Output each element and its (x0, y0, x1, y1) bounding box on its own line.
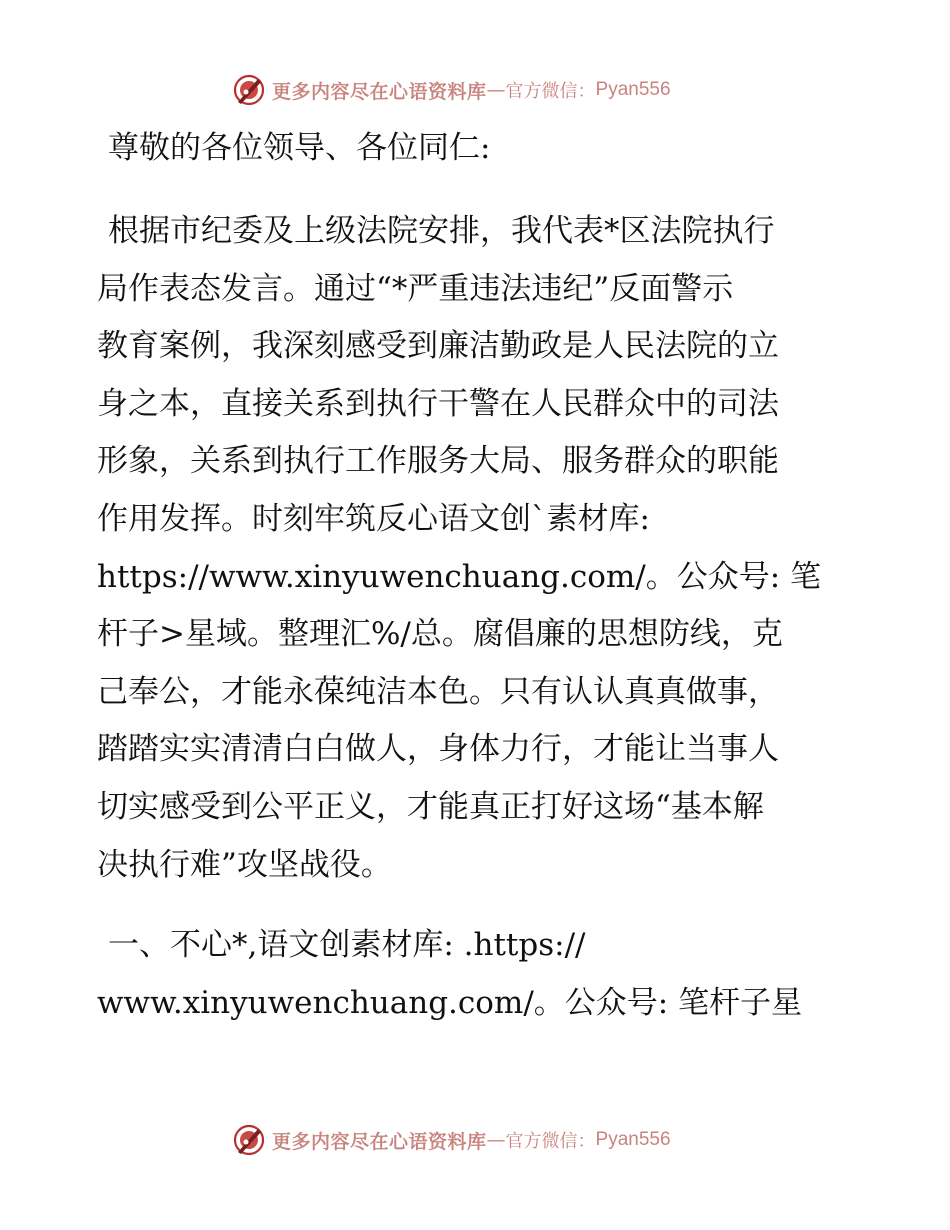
banner-wechat-label: 官方微信： (505, 81, 596, 102)
paragraph-line: 切实感受到公平正义，才能真正打好这场“基本解 (97, 788, 764, 825)
footer-banner (232, 1120, 752, 1160)
paragraph-line: 杆子>星域。整理汇%/总。腐倡廉的思想防线，克 (97, 616, 783, 653)
paragraph-line: 己奉公，才能永葆纯洁本色。只有认认真真做事， (97, 673, 779, 710)
banner-title: 更多内容尽在心语资料库 (272, 1130, 487, 1153)
paragraph-line: 一、不心*,语文创素材库: .https:// (108, 927, 586, 963)
paragraph-line: 教育案例，我深刻感受到廉洁勤政是人民法院的立 (97, 328, 779, 365)
paragraph-line: https://www.xinyuwenchuang.com/。公众号: 笔 (97, 558, 822, 595)
paragraph-2 (97, 917, 857, 1032)
paragraph-line: 作用发挥。时刻牢筑反心语文创`素材库: (97, 500, 650, 537)
quill-seal-logo-icon (232, 73, 266, 107)
banner-title: 更多内容尽在心语资料库 (272, 80, 487, 103)
paragraph-line: 身之本，直接关系到执行干警在人民群众中的司法 (97, 385, 779, 422)
header-banner (232, 70, 752, 110)
salutation: 尊敬的各位领导、各位同仁: (108, 130, 491, 166)
paragraph-line: 局作表态发言。通过“*严重违法违纪”反面警示 (97, 270, 734, 307)
paragraph-line: www.xinyuwenchuang.com/。公众号: 笔杆子星 (97, 984, 803, 1021)
paragraph-line: 决执行难”攻坚战役。 (97, 846, 392, 883)
quill-seal-logo-icon (232, 1123, 266, 1157)
paragraph-line: 根据市纪委及上级法院安排，我代表*区法院执行 (108, 213, 775, 249)
banner-dash: — (486, 1129, 506, 1151)
banner-wechat-id: Pyan556 (595, 79, 671, 100)
banner-wechat-id: Pyan556 (595, 1129, 671, 1150)
banner-wechat-label: 官方微信： (505, 1131, 596, 1152)
paragraph-line: 踏踏实实清清白白做人，身体力行，才能让当事人 (97, 731, 779, 768)
banner-dash: — (486, 79, 506, 101)
paragraph-1 (97, 203, 857, 894)
paragraph-line: 形象，关系到执行工作服务大局、服务群众的职能 (97, 443, 779, 480)
